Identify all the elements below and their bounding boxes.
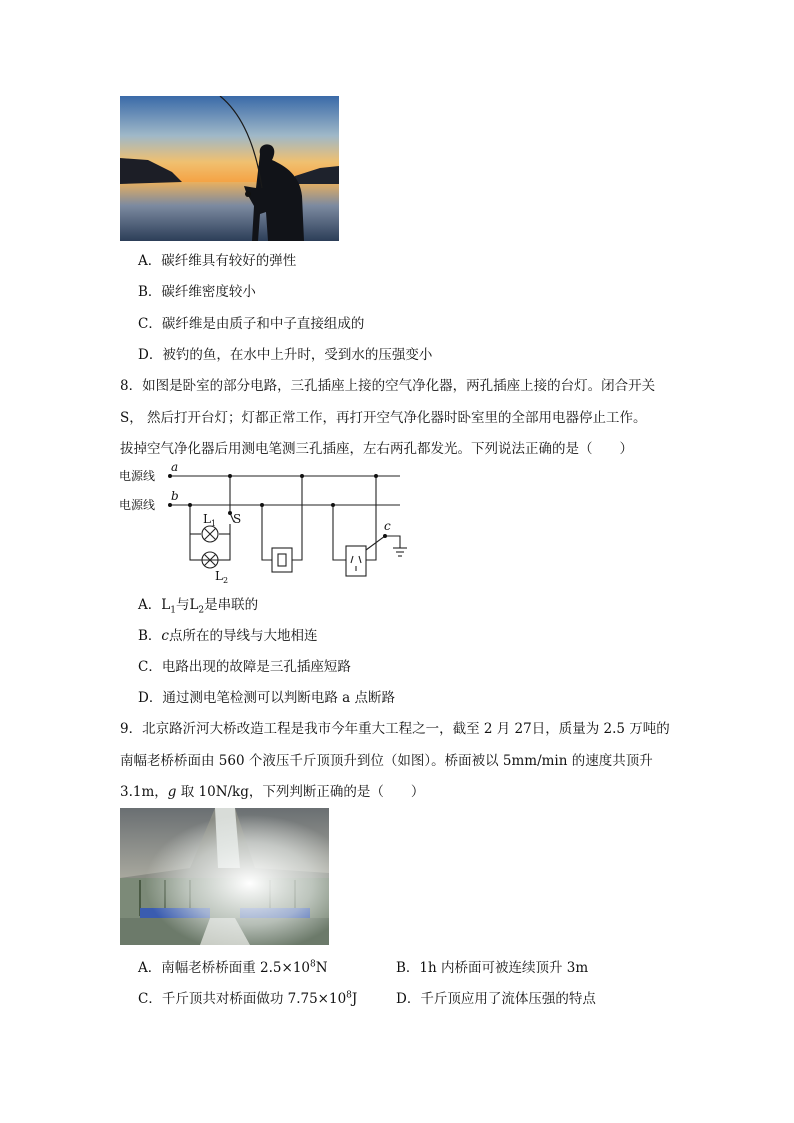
q9-option-d: D．千斤顶应用了流体压强的特点	[396, 991, 596, 1007]
q9-option-c: C．千斤顶共对桥面做功 $7.75\times 10^8J$	[138, 990, 358, 1007]
q9-stem-line-2: 南幅老桥桥面由 560 个液压千斤顶顶升到位（如图）。桥面被以 5mm/min 的速度共顶升	[120, 753, 653, 769]
wire-a-label: 电源线	[119, 469, 156, 483]
q8-stem-line-3: 拔掉空气净化器后用测电笔测三孔插座，左右两孔都发光。下列说法正确的是（ ）	[120, 441, 633, 457]
q9-stem-line-1: 9．北京路沂河大桥改造工程是我市今年重大工程之一，截至 2 月 27日，质量为 2.5 万吨的	[120, 721, 670, 737]
q9-option-a: A．南幅老桥桥面重 $2.5\times 10^8N$	[138, 959, 328, 976]
lamp-2-label: $L_2$	[215, 569, 229, 585]
bridge-photo	[120, 808, 329, 945]
lamp-1-label: $L_1$	[203, 512, 217, 528]
point-c-label: c	[384, 519, 391, 533]
fishing-photo	[120, 96, 339, 241]
q7-option-d: D．被钓的鱼，在水中上升时，受到水的压强变小	[138, 347, 433, 363]
q7-option-b: B．碳纤维密度较小	[138, 284, 256, 300]
q8-option-a: A．$L_1$与$L_2$是串联的	[138, 597, 259, 616]
q8-option-c: C．电路出现的故障是三孔插座短路	[138, 659, 351, 675]
q8-option-b: B．c点所在的导线与大地相连	[138, 628, 318, 644]
point-b-label: b	[171, 489, 179, 503]
point-a-label: a	[171, 460, 179, 474]
circuit-diagram	[115, 460, 415, 585]
q7-option-a: A．碳纤维具有较好的弹性	[138, 253, 297, 269]
switch-label: S	[233, 512, 242, 526]
q9-option-b: B．1h 内桥面可被连续顶升 3m	[396, 960, 589, 976]
q7-option-c: C．碳纤维是由质子和中子直接组成的	[138, 316, 365, 332]
q8-option-d: D．通过测电笔检测可以判断电路 a 点断路	[138, 690, 395, 706]
wire-b-label: 电源线	[119, 498, 156, 512]
q9-stem-line-3: 3.1m，g 取 10N/kg，下列判断正确的是（ ）	[120, 784, 425, 800]
q8-stem-line-1: 8．如图是卧室的部分电路，三孔插座上接的空气净化器，两孔插座上接的台灯。闭合开关	[120, 378, 656, 394]
q8-stem-line-2: S， 然后打开台灯；灯都正常工作，再打开空气净化器时卧室里的全部用电器停止工作。	[120, 410, 647, 426]
